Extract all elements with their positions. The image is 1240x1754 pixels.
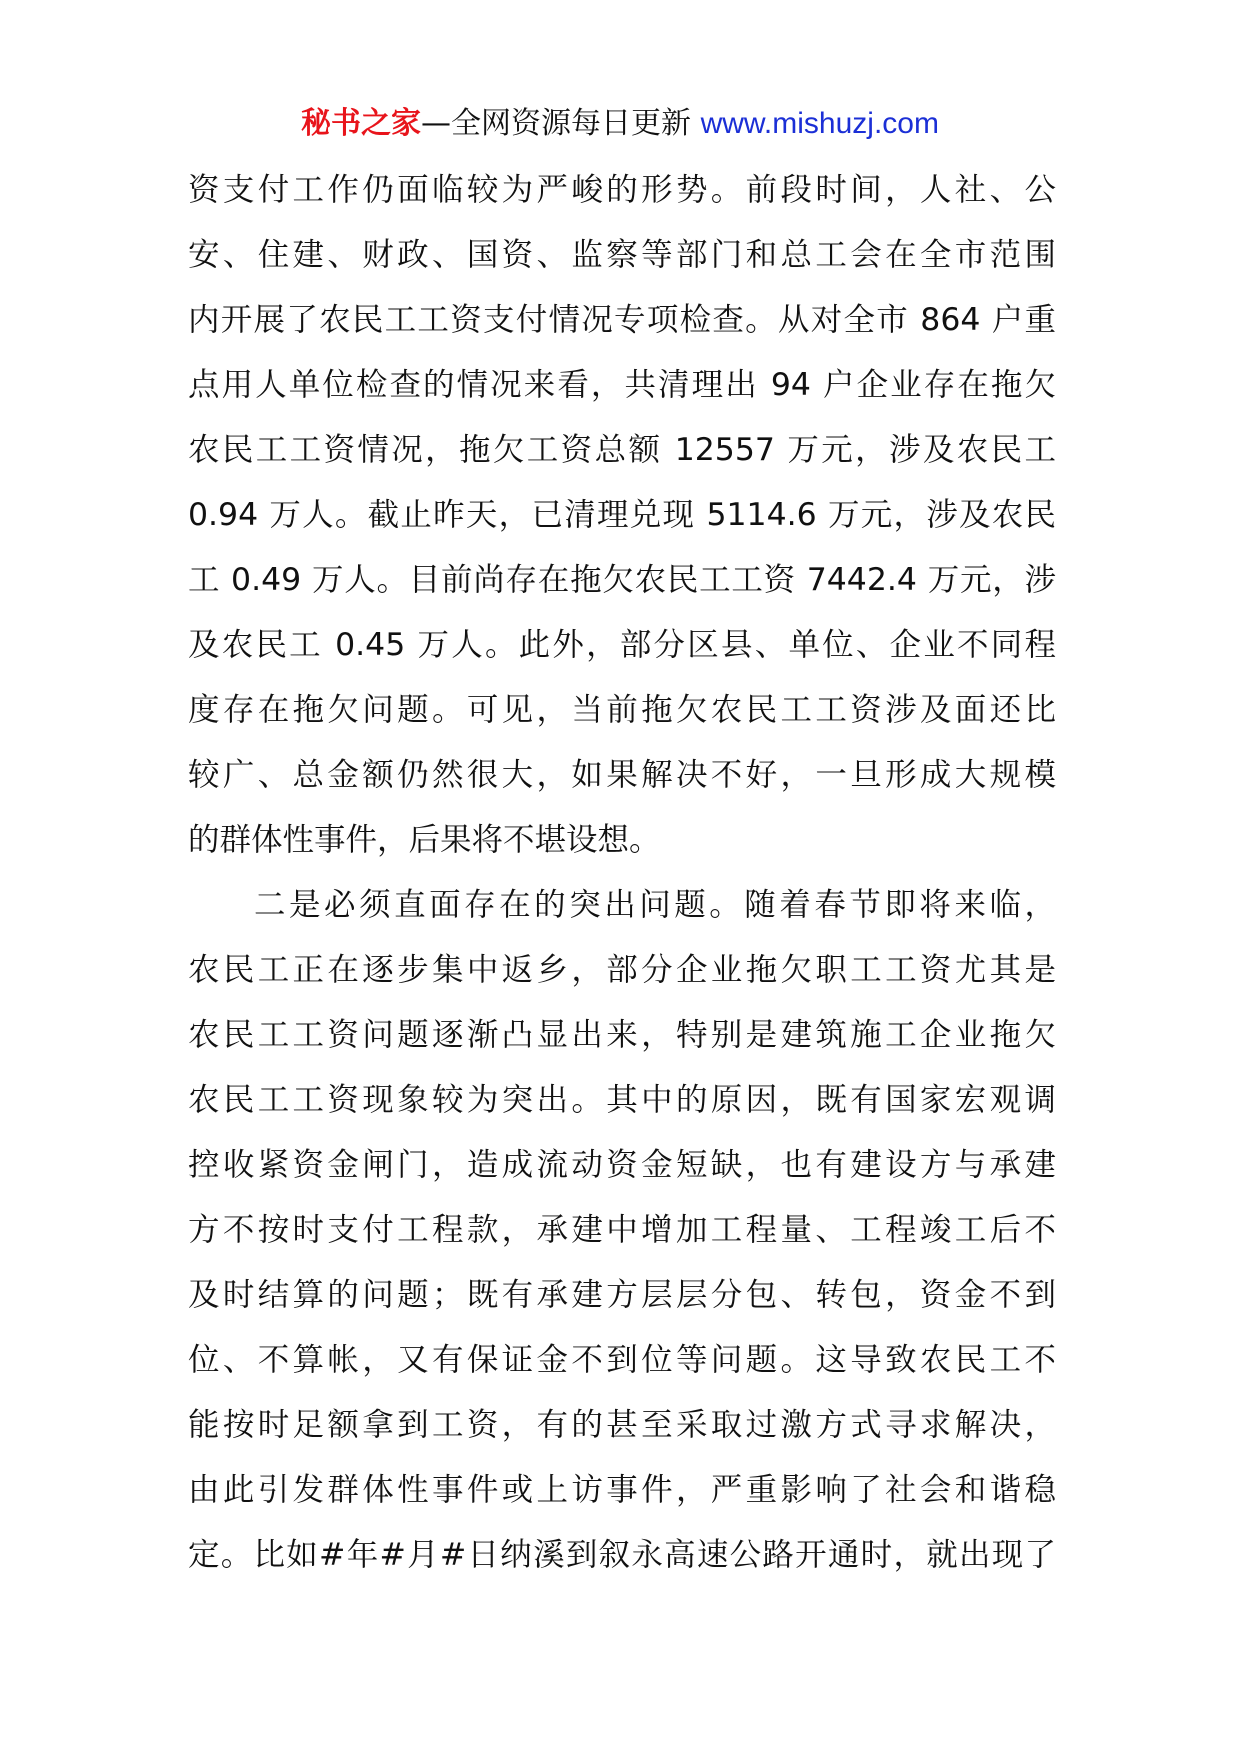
text-line: 定。比如#年#月#日纳溪到叙永高速公路开通时，就出现了 bbox=[188, 1537, 1056, 1573]
paragraph-end-line: 的群体性事件，后果将不堪设想。 bbox=[188, 822, 661, 858]
text-line: 控收紧资金闸门，造成流动资金短缺，也有建设方与承建 bbox=[188, 1147, 1056, 1183]
text-line: 由此引发群体性事件或上访事件，严重影响了社会和谐稳 bbox=[188, 1472, 1056, 1508]
text-line: 度存在拖欠问题。可见，当前拖欠农民工工资涉及面还比 bbox=[188, 692, 1056, 728]
text-line: 农民工正在逐步集中返乡，部分企业拖欠职工工资尤其是 bbox=[188, 952, 1056, 988]
site-brand: 秘书之家 bbox=[301, 106, 422, 141]
text-line: 较广、总金额仍然很大，如果解决不好，一旦形成大规模 bbox=[188, 757, 1056, 793]
document-body bbox=[188, 158, 1056, 1588]
text-line: 农民工工资情况，拖欠工资总额 12557 万元，涉及农民工 bbox=[188, 432, 1056, 468]
paragraph-first-line: 二是必须直面存在的突出问题。随着春节即将来临， bbox=[254, 887, 1056, 923]
text-line: 农民工工资问题逐渐凸显出来，特别是建筑施工企业拖欠 bbox=[188, 1017, 1056, 1053]
site-header bbox=[0, 104, 1240, 144]
text-line: 方不按时支付工程款，承建中增加工程量、工程竣工后不 bbox=[188, 1212, 1056, 1248]
text-line: 安、住建、财政、国资、监察等部门和总工会在全市范围 bbox=[188, 237, 1056, 273]
text-line: 及农民工 0.45 万人。此外，部分区县、单位、企业不同程 bbox=[188, 627, 1056, 663]
text-line: 内开展了农民工工资支付情况专项检查。从对全市 864 户重 bbox=[188, 302, 1056, 338]
site-url-link[interactable]: www.mishuzj.com bbox=[700, 107, 939, 140]
text-line: 资支付工作仍面临较为严峻的形势。前段时间，人社、公 bbox=[188, 172, 1056, 208]
text-line: 及时结算的问题；既有承建方层层分包、转包，资金不到 bbox=[188, 1277, 1056, 1313]
text-line: 点用人单位检查的情况来看，共清理出 94 户企业存在拖欠 bbox=[188, 367, 1056, 403]
text-line: 能按时足额拿到工资，有的甚至采取过激方式寻求解决， bbox=[188, 1407, 1056, 1443]
text-line: 0.94 万人。截止昨天，已清理兑现 5114.6 万元，涉及农民 bbox=[188, 497, 1056, 533]
text-line: 工 0.49 万人。目前尚存在拖欠农民工工资 7442.4 万元，涉 bbox=[188, 562, 1056, 598]
site-tagline: —全网资源每日更新 bbox=[421, 106, 692, 141]
text-line: 位、不算帐，又有保证金不到位等问题。这导致农民工不 bbox=[188, 1342, 1056, 1378]
text-line: 农民工工资现象较为突出。其中的原因，既有国家宏观调 bbox=[188, 1082, 1056, 1118]
